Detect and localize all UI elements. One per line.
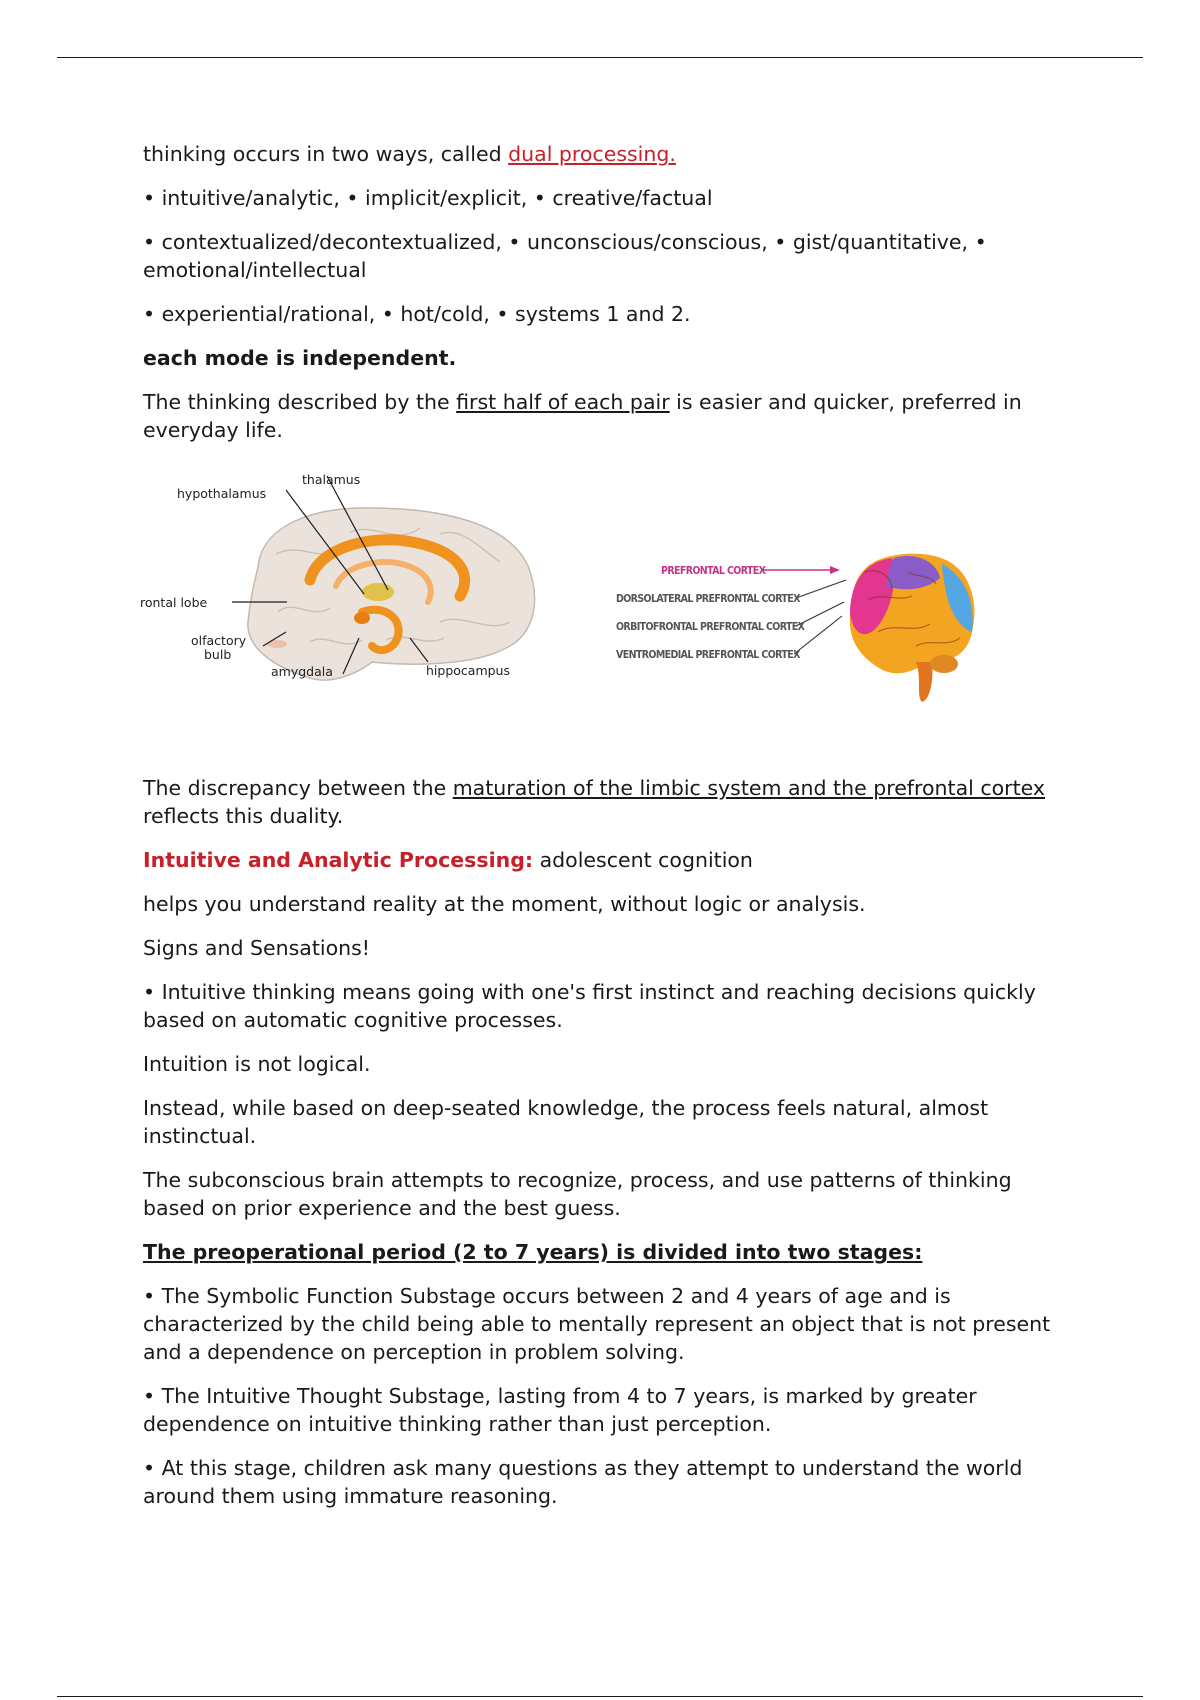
document-body [140,140,1063,1526]
limbic-system-diagram [140,462,572,720]
paragraph-reality: helps you understand reality at the moment, without logic or analysis. [143,892,866,916]
paragraph-discrepancy: The discrepancy between the maturation of the limbic system and the prefrontal cortex reflects this duality. [143,776,1046,828]
thalamus-shape [362,583,394,601]
label-hippocampus: hippocampus [426,663,510,678]
bottom-rule [57,1696,1143,1697]
bullet-intuitive-thought: • The Intuitive Thought Substage, lasting from 4 to 7 years, is marked by greater dependence on intuitive thinking rather than just perception. [143,1384,977,1436]
dual-processing-link[interactable]: dual processing. [508,142,676,166]
preoperational-heading: The preoperational period (2 to 7 years) is divided into two stages: [143,1240,923,1264]
top-rule [57,57,1143,58]
label-bulb: bulb [204,647,232,662]
label-prefrontal-cortex: PREFRONTAL CORTEX [661,565,766,577]
cerebellum [930,655,958,673]
label-olfactory: olfactory [191,633,247,648]
brain-figures [140,470,1063,752]
amygdala-shape [354,612,370,624]
bullet-symbolic-function: • The Symbolic Function Substage occurs between 2 and 4 years of age and is characterized by the child being able to mentally represent an object that is not present and a dependence on perception in problem solving. [143,1284,1051,1364]
paragraph-subconscious: The subconscious brain attempts to recognize, process, and use patterns of thinking based on prior experience and the best guess. [143,1168,1012,1220]
label-thalamus: thalamus [302,472,361,487]
bullet-pairs-2: • contextualized/decontextualized, • unconscious/conscious, • gist/quantitative, • emotional/intellectual [143,230,987,282]
label-dorsolateral: DORSOLATERAL PREFRONTAL CORTEX [616,593,800,605]
bullet-questions: • At this stage, children ask many questions as they attempt to understand the world around them using immature reasoning. [143,1456,1023,1508]
label-amygdala: amygdala [271,664,333,679]
paragraph-first-half: The thinking described by the first half of each pair is easier and quicker, preferred in everyday life. [143,390,1022,442]
paragraph-instinctual: Instead, while based on deep-seated knowledge, the process feels natural, almost instinctual. [143,1096,989,1148]
paragraph-dual-processing: thinking occurs in two ways, called dual processing. [143,142,676,166]
label-orbitofrontal: ORBITOFRONTAL PREFRONTAL CORTEX [616,621,805,633]
paragraph-signs: Signs and Sensations! [143,936,371,960]
label-ventromedial: VENTROMEDIAL PREFRONTAL CORTEX [616,649,800,661]
independent-heading: each mode is independent. [143,346,457,370]
label-hypothalamus: hypothalamus [177,486,267,501]
prefrontal-cortex-diagram [616,550,991,710]
paragraph-not-logical: Intuition is not logical. [143,1052,371,1076]
bullet-pairs-3: • experiential/rational, • hot/cold, • systems 1 and 2. [143,302,691,326]
label-frontal-lobe: rontal lobe [140,595,208,610]
bullet-pairs-1: • intuitive/analytic, • implicit/explicit, • creative/factual [143,186,713,210]
paragraph-intuitive-heading: Intuitive and Analytic Processing: adolescent cognition [143,848,753,872]
bullet-intuitive-thinking: • Intuitive thinking means going with one's first instinct and reaching decisions quickly based on automatic cognitive processes. [143,980,1036,1032]
section-heading-red: Intuitive and Analytic Processing: [143,848,534,872]
